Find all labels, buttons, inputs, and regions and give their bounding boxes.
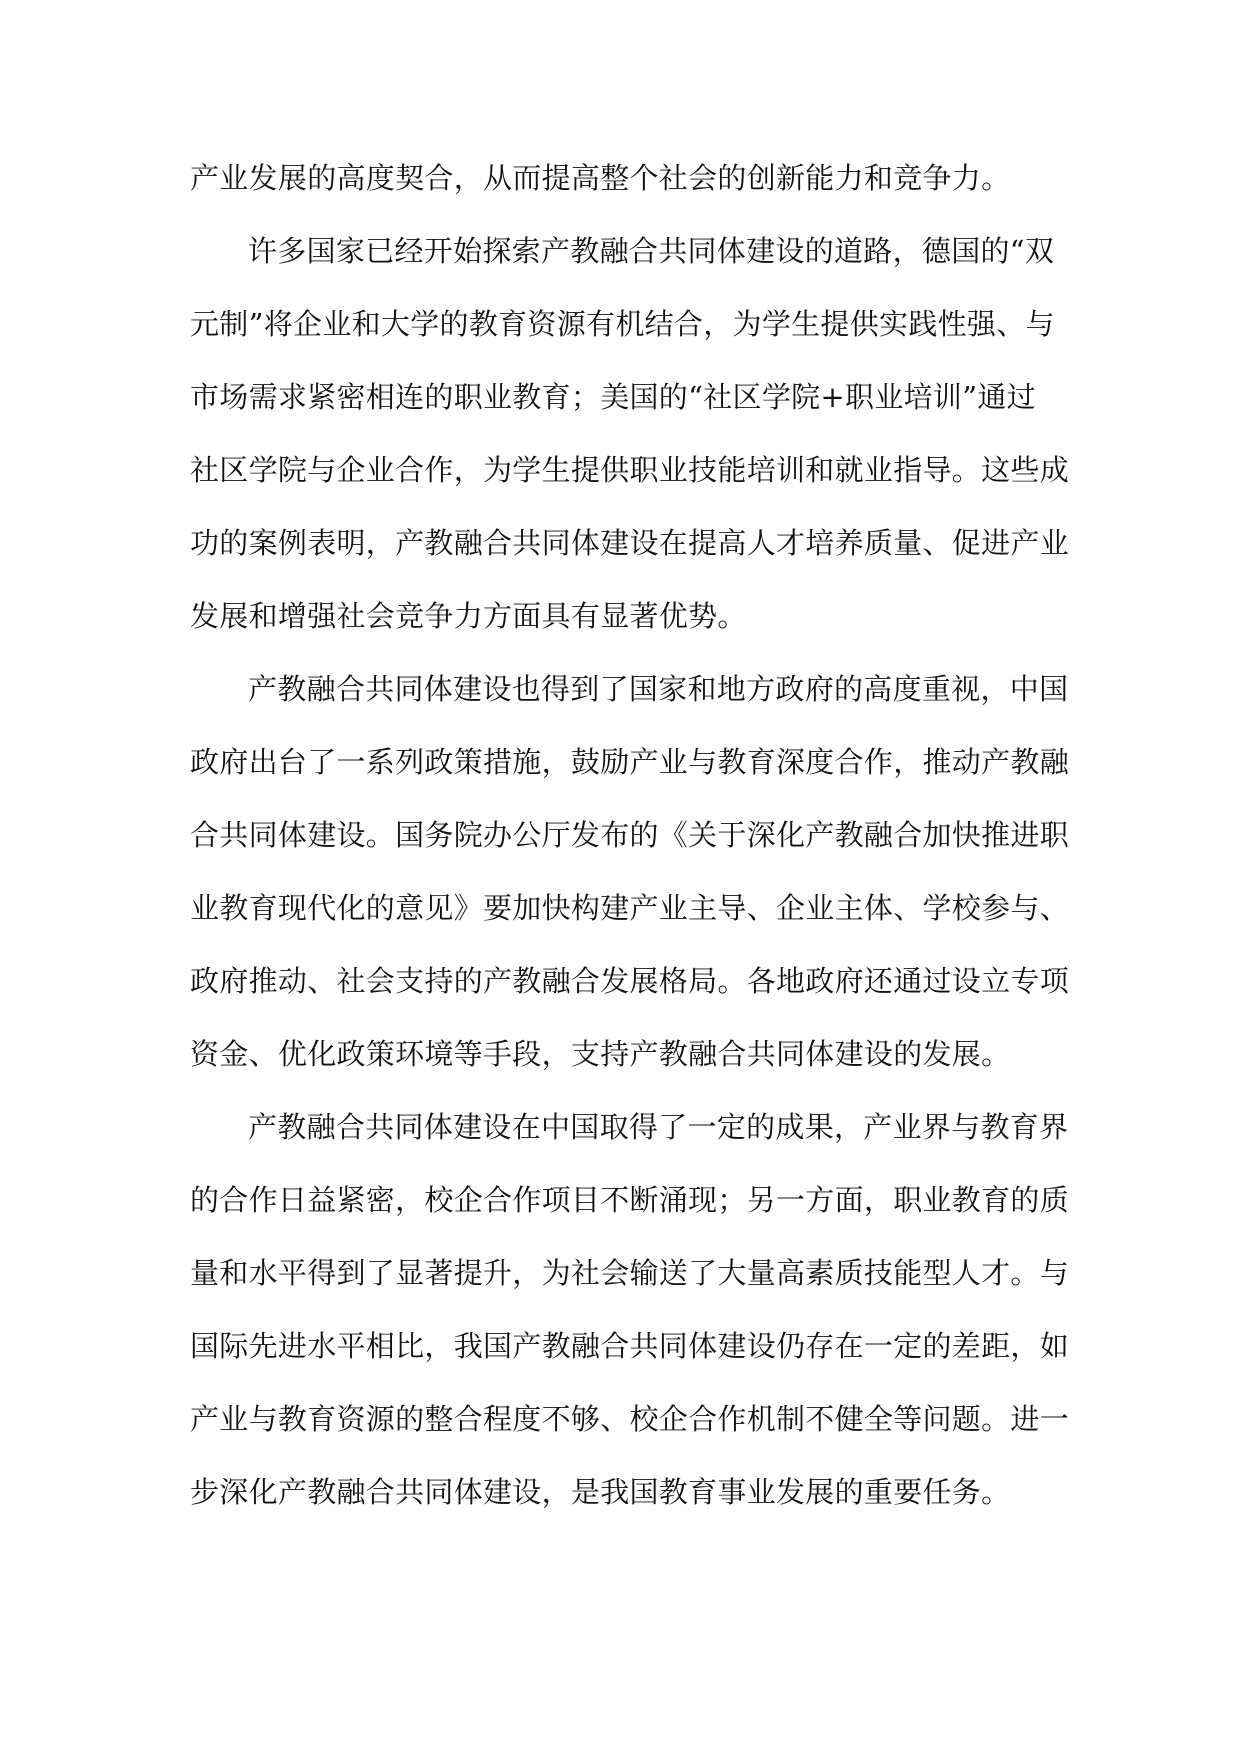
text-line: 国际先进水平相比，我国产教融合共同体建设仍存在一定的差距，如 (190, 1329, 1070, 1363)
body-text (190, 142, 1090, 1529)
paragraph-first-line: 产教融合共同体建设在中国取得了一定的成果，产业界与教育界 (248, 1110, 1069, 1144)
text-line: 市场需求紧密相连的职业教育；美国的“社区学院+职业培训”通过 (190, 380, 1036, 414)
text-line: 发展和增强社会竞争力方面具有显著优势。 (190, 599, 747, 633)
text-line: 政府推动、社会支持的产教融合发展格局。各地政府还通过设立专项 (190, 964, 1070, 998)
text-line: 功的案例表明，产教融合共同体建设在提高人才培养质量、促进产业 (190, 526, 1070, 560)
text-line: 政府出台了一系列政策措施，鼓励产业与教育深度合作，推动产教融 (190, 745, 1070, 779)
text-line: 资金、优化政策环境等手段，支持产教融合共同体建设的发展。 (190, 1037, 1011, 1071)
text-line: 社区学院与企业合作，为学生提供职业技能培训和就业指导。这些成 (190, 453, 1070, 487)
text-line: 产业与教育资源的整合程度不够、校企合作机制不健全等问题。进一 (190, 1402, 1070, 1436)
text-line: 元制”将企业和大学的教育资源有机结合，为学生提供实践性强、与 (190, 307, 1055, 341)
paragraph-first-line: 许多国家已经开始探索产教融合共同体建设的道路，德国的“双 (248, 234, 1055, 268)
text-line: 合共同体建设。国务院办公厅发布的《关于深化产教融合加快推进职 (190, 818, 1070, 852)
text-line: 的合作日益紧密，校企合作项目不断涌现；另一方面，职业教育的质 (190, 1183, 1070, 1217)
paragraph-first-line: 产教融合共同体建设也得到了国家和地方政府的高度重视，中国 (248, 672, 1069, 706)
text-line: 产业发展的高度契合，从而提高整个社会的创新能力和竞争力。 (190, 161, 1011, 195)
text-line: 量和水平得到了显著提升，为社会输送了大量高素质技能型人才。与 (190, 1256, 1070, 1290)
text-line: 步深化产教融合共同体建设，是我国教育事业发展的重要任务。 (190, 1475, 1011, 1509)
text-line: 业教育现代化的意见》要加快构建产业主导、企业主体、学校参与、 (190, 891, 1070, 925)
